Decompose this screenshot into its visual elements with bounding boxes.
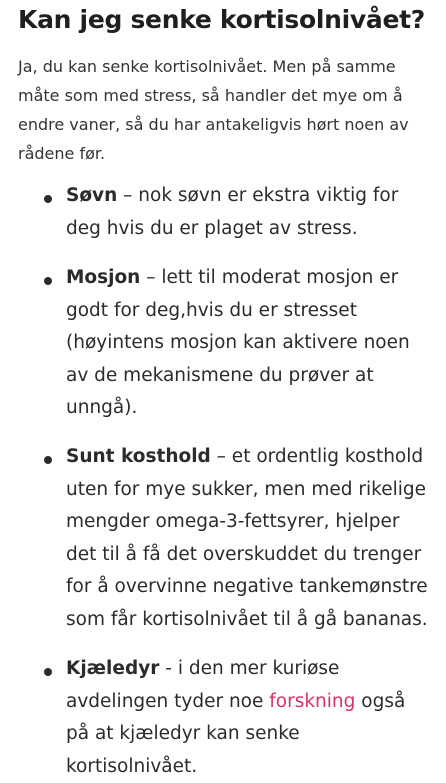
list-item-description: – et ordentlig kosthold uten for mye sukker, men med rikelige mengder omega-3-fettsyrer, hjelper det til å få det overskuddet du trenger for å overvinne negative tankemønstre som får kortisolnivået til å gå bananas. xyxy=(66,446,428,630)
list-item-description-start: - i den mer kuriøse avdelingen tyder noe xyxy=(66,658,340,712)
list-item-text xyxy=(66,653,431,783)
list-item-term: Søvn xyxy=(66,185,118,206)
list-item-description: – lett til moderat mosjon er godt for deg,hvis du er stresset (høyintens mosjon kan aktivere noen av de mekanismene du prøver at unngå). xyxy=(66,267,410,418)
list-item-term: Kjæledyr xyxy=(66,658,160,679)
bullet-dot-icon xyxy=(44,195,52,203)
research-link[interactable]: forskning xyxy=(269,690,356,712)
list-item-term: Mosjon xyxy=(66,267,141,288)
list-item-text xyxy=(66,262,431,425)
list-item-description: – nok søvn er ekstra viktig for deg hvis du er plaget av stress. xyxy=(66,185,399,239)
list-item-text xyxy=(66,180,431,245)
bullet-dot-icon xyxy=(44,277,52,285)
bullet-dot-icon xyxy=(44,456,52,464)
list-item-description-end: også på at kjæledyr kan senke kortisolnivået. xyxy=(66,690,406,777)
section-heading: Kan jeg senke kortisolnivået? xyxy=(18,5,425,34)
intro-paragraph: Ja, du kan senke kortisolnivået. Men på samme måte som med stress, så handler det mye om å endre vaner, så du har antakeligvis hørt noen av rådene før. xyxy=(18,57,409,163)
list-item-text xyxy=(66,441,431,636)
list-item-term: Sunt kosthold xyxy=(66,446,211,467)
bullet-dot-icon xyxy=(44,668,52,676)
